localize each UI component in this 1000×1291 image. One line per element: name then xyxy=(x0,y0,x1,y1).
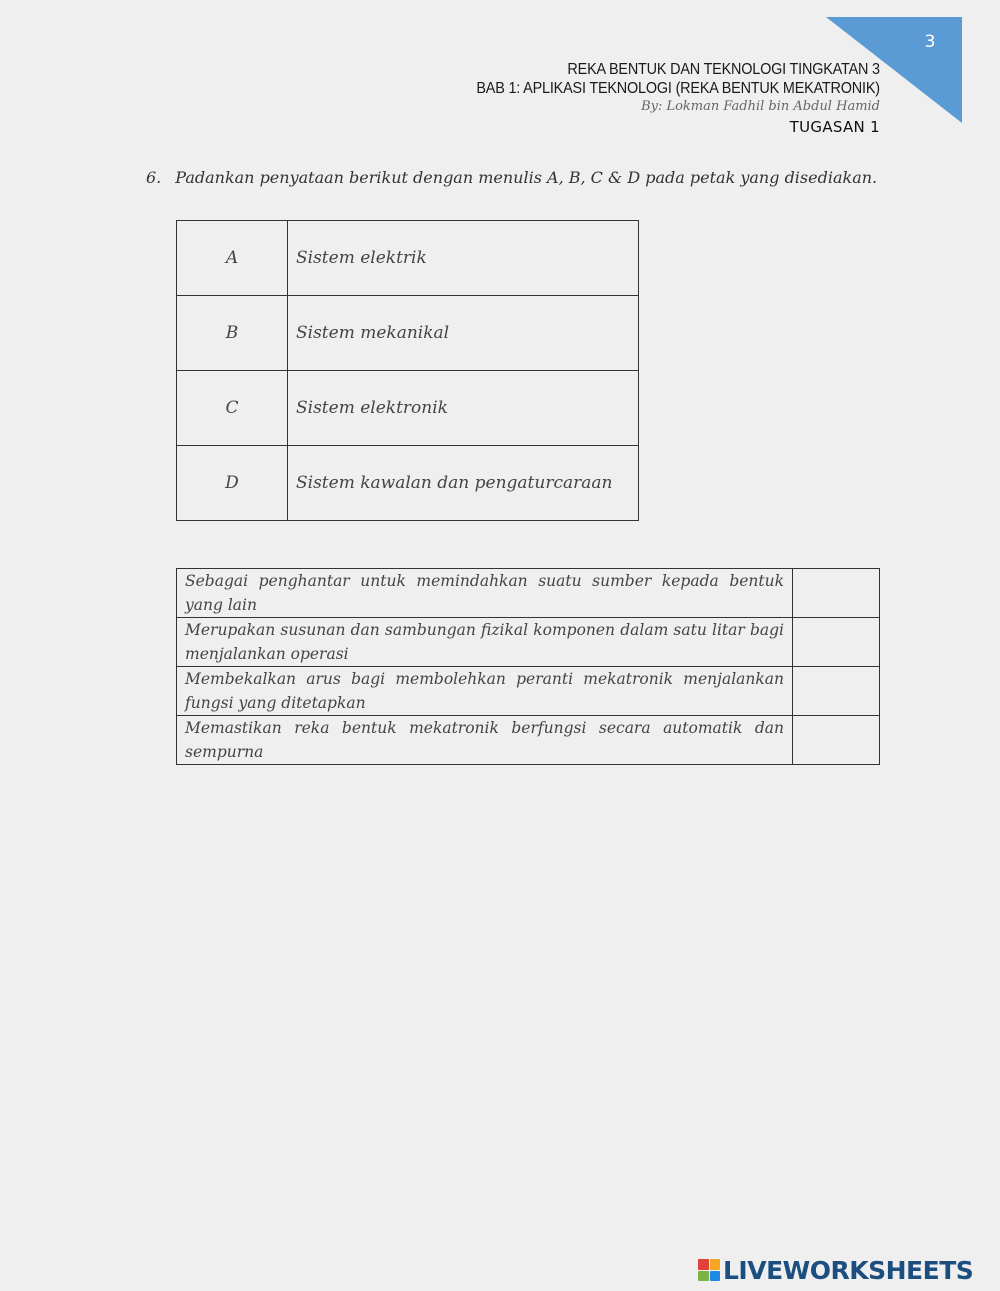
table-row xyxy=(177,221,639,296)
answer-cell[interactable] xyxy=(793,716,880,765)
table-row xyxy=(177,446,639,521)
author-line: By: Lokman Fadhil bin Abdul Hamid xyxy=(641,99,880,114)
answer-cell[interactable] xyxy=(793,667,880,716)
subject-title: REKA BENTUK DAN TEKNOLOGI TINGKATAN 3 xyxy=(567,61,880,78)
statements-table xyxy=(176,568,880,765)
table-row xyxy=(177,296,639,371)
statement-text: Memastikan reka bentuk mekatronik berfungsi secara automatik dan sempurna xyxy=(177,716,793,765)
table-row xyxy=(177,716,880,765)
statement-text: Membekalkan arus bagi membolehkan peranti mekatronik menjalankan fungsi yang ditetapkan xyxy=(177,667,793,716)
answer-box[interactable] xyxy=(793,619,879,666)
logo-tile xyxy=(710,1271,721,1282)
option-label: Sistem kawalan dan pengaturcaraan xyxy=(288,446,639,521)
option-letter: C xyxy=(177,371,288,446)
option-label: Sistem elektronik xyxy=(288,371,639,446)
option-letter: D xyxy=(177,446,288,521)
table-row xyxy=(177,618,880,667)
statement-text: Sebagai penghantar untuk memindahkan suatu sumber kepada bentuk yang lain xyxy=(177,569,793,618)
option-letter: A xyxy=(177,221,288,296)
question-number: 6. xyxy=(146,168,162,187)
document-header xyxy=(446,60,880,138)
liveworksheets-logo xyxy=(698,1255,973,1285)
question-instruction xyxy=(146,168,877,187)
answer-box[interactable] xyxy=(793,717,879,764)
question-text: Padankan penyataan berikut dengan menulis A, B, C & D pada petak yang disediakan. xyxy=(175,168,878,187)
answer-box[interactable] xyxy=(793,570,879,617)
logo-tile xyxy=(698,1271,709,1282)
logo-tile xyxy=(698,1259,709,1270)
answer-cell[interactable] xyxy=(793,618,880,667)
page-number: 3 xyxy=(924,32,936,52)
table-row xyxy=(177,667,880,716)
brand-wordmark: LIVEWORKSHEETS xyxy=(723,1255,974,1285)
logo-grid-icon xyxy=(698,1259,720,1281)
option-label: Sistem elektrik xyxy=(288,221,639,296)
answer-box[interactable] xyxy=(793,668,879,715)
table-row xyxy=(177,569,880,618)
logo-tile xyxy=(710,1259,721,1270)
answer-cell[interactable] xyxy=(793,569,880,618)
table-row xyxy=(177,371,639,446)
option-letter: B xyxy=(177,296,288,371)
statement-text: Merupakan susunan dan sambungan fizikal komponen dalam satu litar bagi menjalankan operasi xyxy=(177,618,793,667)
task-title: TUGASAN 1 xyxy=(789,118,880,136)
options-table xyxy=(176,220,639,521)
option-label: Sistem mekanikal xyxy=(288,296,639,371)
chapter-title: BAB 1: APLIKASI TEKNOLOGI (REKA BENTUK MEKATRONIK) xyxy=(476,80,880,97)
